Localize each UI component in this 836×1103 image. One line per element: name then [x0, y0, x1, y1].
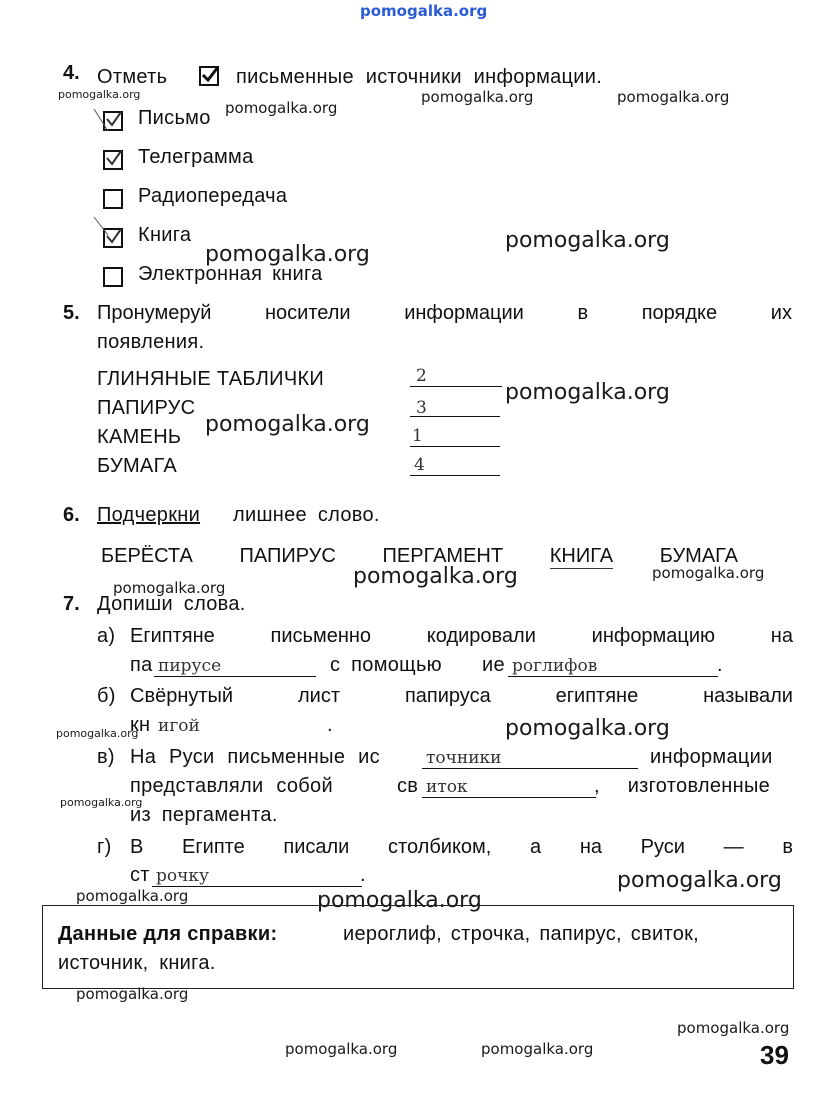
- watermark: pomogalka.org: [113, 579, 226, 597]
- answer-line[interactable]: [410, 446, 500, 447]
- checkbox-elektronnaya-kniga[interactable]: [103, 267, 123, 287]
- media-label: ПАПИРУС: [97, 397, 196, 419]
- word: в: [577, 302, 589, 324]
- word: Египтяне: [130, 625, 215, 647]
- word: египтяне: [555, 685, 639, 707]
- answer-value: 1: [412, 426, 423, 446]
- word: Свёрнутый: [130, 685, 234, 707]
- item-letter: а): [97, 625, 116, 647]
- answer-field[interactable]: рочку: [152, 866, 362, 887]
- text: представляли собой: [130, 775, 333, 797]
- watermark-top: pomogalka.org: [360, 2, 488, 20]
- word-prefix: кн: [130, 714, 151, 736]
- watermark: pomogalka.org: [76, 985, 189, 1003]
- task-number: 7.: [63, 593, 80, 615]
- media-label: ГЛИНЯНЫЕ ТАБЛИЧКИ: [97, 368, 325, 390]
- watermark: pomogalka.org: [353, 564, 518, 589]
- text: На Руси письменные ис: [130, 746, 380, 768]
- word-prefix: ст: [130, 864, 150, 886]
- word: кодировали: [426, 625, 536, 647]
- option-label: Книга: [138, 224, 192, 246]
- checkbox-sample-icon: [199, 66, 219, 86]
- media-label: КАМЕНЬ: [97, 426, 182, 448]
- word: а: [530, 836, 542, 858]
- word-prefix: св: [397, 775, 419, 797]
- word: В: [130, 836, 144, 858]
- text: из пергамента.: [130, 804, 278, 826]
- word: на: [770, 625, 793, 647]
- word-option[interactable]: БУМАГА: [659, 545, 738, 567]
- option-label: Письмо: [138, 107, 211, 129]
- watermark: pomogalka.org: [205, 242, 370, 267]
- task6-prompt: лишнее слово.: [233, 504, 380, 526]
- word-option[interactable]: ПАПИРУС: [239, 545, 336, 567]
- reference-text: источник, книга.: [58, 952, 216, 974]
- watermark: pomogalka.org: [60, 796, 143, 809]
- word: —: [723, 836, 744, 858]
- watermark: pomogalka.org: [617, 88, 730, 106]
- word: информацию: [591, 625, 716, 647]
- word: писали: [283, 836, 350, 858]
- word: Египте: [182, 836, 245, 858]
- task5-prompt-line2: появления.: [97, 331, 205, 353]
- watermark: pomogalka.org: [421, 88, 534, 106]
- watermark: pomogalka.org: [652, 564, 765, 582]
- word: в: [782, 836, 793, 858]
- answer-field[interactable]: точники: [422, 748, 638, 769]
- reference-box: [42, 905, 794, 989]
- punct: .: [327, 714, 333, 736]
- task7-title: Допиши слова.: [97, 593, 246, 615]
- word-prefix: па: [130, 654, 153, 676]
- answer-field[interactable]: роглифов: [508, 656, 718, 677]
- punct: .: [360, 864, 366, 886]
- answer-value: 4: [414, 455, 425, 475]
- word-prefix: ие: [482, 654, 505, 676]
- item-letter: в): [97, 746, 115, 768]
- answer-value: 3: [416, 398, 427, 418]
- word: Руси: [640, 836, 685, 858]
- word: порядке: [641, 302, 718, 324]
- word: лист: [298, 685, 341, 707]
- punct: .: [717, 654, 723, 676]
- answer-line[interactable]: [410, 475, 500, 476]
- text: , изготовленные: [594, 775, 771, 797]
- watermark: pomogalka.org: [285, 1040, 398, 1058]
- word-option-underlined[interactable]: КНИГА: [549, 545, 614, 567]
- answer-field[interactable]: игой: [158, 716, 200, 736]
- task-number: 4.: [63, 62, 80, 84]
- media-label: БУМАГА: [97, 455, 178, 477]
- text: с помощью: [330, 654, 442, 676]
- task6-words: [101, 545, 738, 569]
- watermark: pomogalka.org: [317, 888, 482, 913]
- text: информации: [650, 746, 773, 768]
- item-letter: б): [97, 685, 116, 707]
- reference-label: Данные для справки:: [58, 923, 278, 945]
- watermark: pomogalka.org: [58, 88, 141, 101]
- item-letter: г): [97, 836, 112, 858]
- watermark: pomogalka.org: [505, 716, 670, 741]
- watermark: pomogalka.org: [677, 1019, 790, 1037]
- word: называли: [703, 685, 793, 707]
- answer-field[interactable]: пирусе: [154, 656, 316, 677]
- option-label: Электронная книга: [138, 263, 323, 285]
- watermark: pomogalka.org: [56, 727, 139, 740]
- answer-line[interactable]: [410, 386, 502, 387]
- watermark: pomogalka.org: [481, 1040, 594, 1058]
- task4-prompt-before: Отметь: [97, 66, 168, 88]
- watermark: pomogalka.org: [617, 868, 782, 893]
- task5-prompt-line1: [97, 302, 792, 325]
- answer-field[interactable]: иток: [422, 777, 596, 798]
- task7a-line1: [130, 625, 793, 648]
- page-number: 39: [760, 1040, 789, 1070]
- watermark: pomogalka.org: [205, 412, 370, 437]
- word-option[interactable]: БЕРЁСТА: [101, 545, 193, 567]
- watermark: pomogalka.org: [505, 380, 670, 405]
- word: носители: [265, 302, 351, 324]
- word: на: [579, 836, 602, 858]
- word: письменно: [270, 625, 372, 647]
- word: их: [770, 302, 792, 324]
- word-option[interactable]: ПЕРГАМЕНТ: [382, 545, 504, 567]
- watermark: pomogalka.org: [76, 887, 189, 905]
- watermark: pomogalka.org: [505, 228, 670, 253]
- word: Пронумеруй: [97, 302, 212, 324]
- task4-prompt-after: письменные источники информации.: [236, 66, 603, 88]
- task-number: 6.: [63, 504, 80, 526]
- word: столбиком,: [388, 836, 492, 858]
- task6-underlined-word: Подчеркни: [97, 504, 201, 526]
- option-label: Радиопередача: [138, 185, 288, 207]
- watermark: pomogalka.org: [225, 99, 338, 117]
- task7g-line1: [130, 836, 793, 859]
- task-number: 5.: [63, 302, 80, 324]
- reference-text: иероглиф, строчка, папирус, свиток,: [343, 923, 700, 945]
- word: информации: [404, 302, 524, 324]
- answer-value: 2: [416, 366, 427, 386]
- task7b-line1: [130, 685, 793, 708]
- pencil-strokes-icon: [88, 95, 128, 255]
- option-label: Телеграмма: [138, 146, 254, 168]
- word: папируса: [404, 685, 491, 707]
